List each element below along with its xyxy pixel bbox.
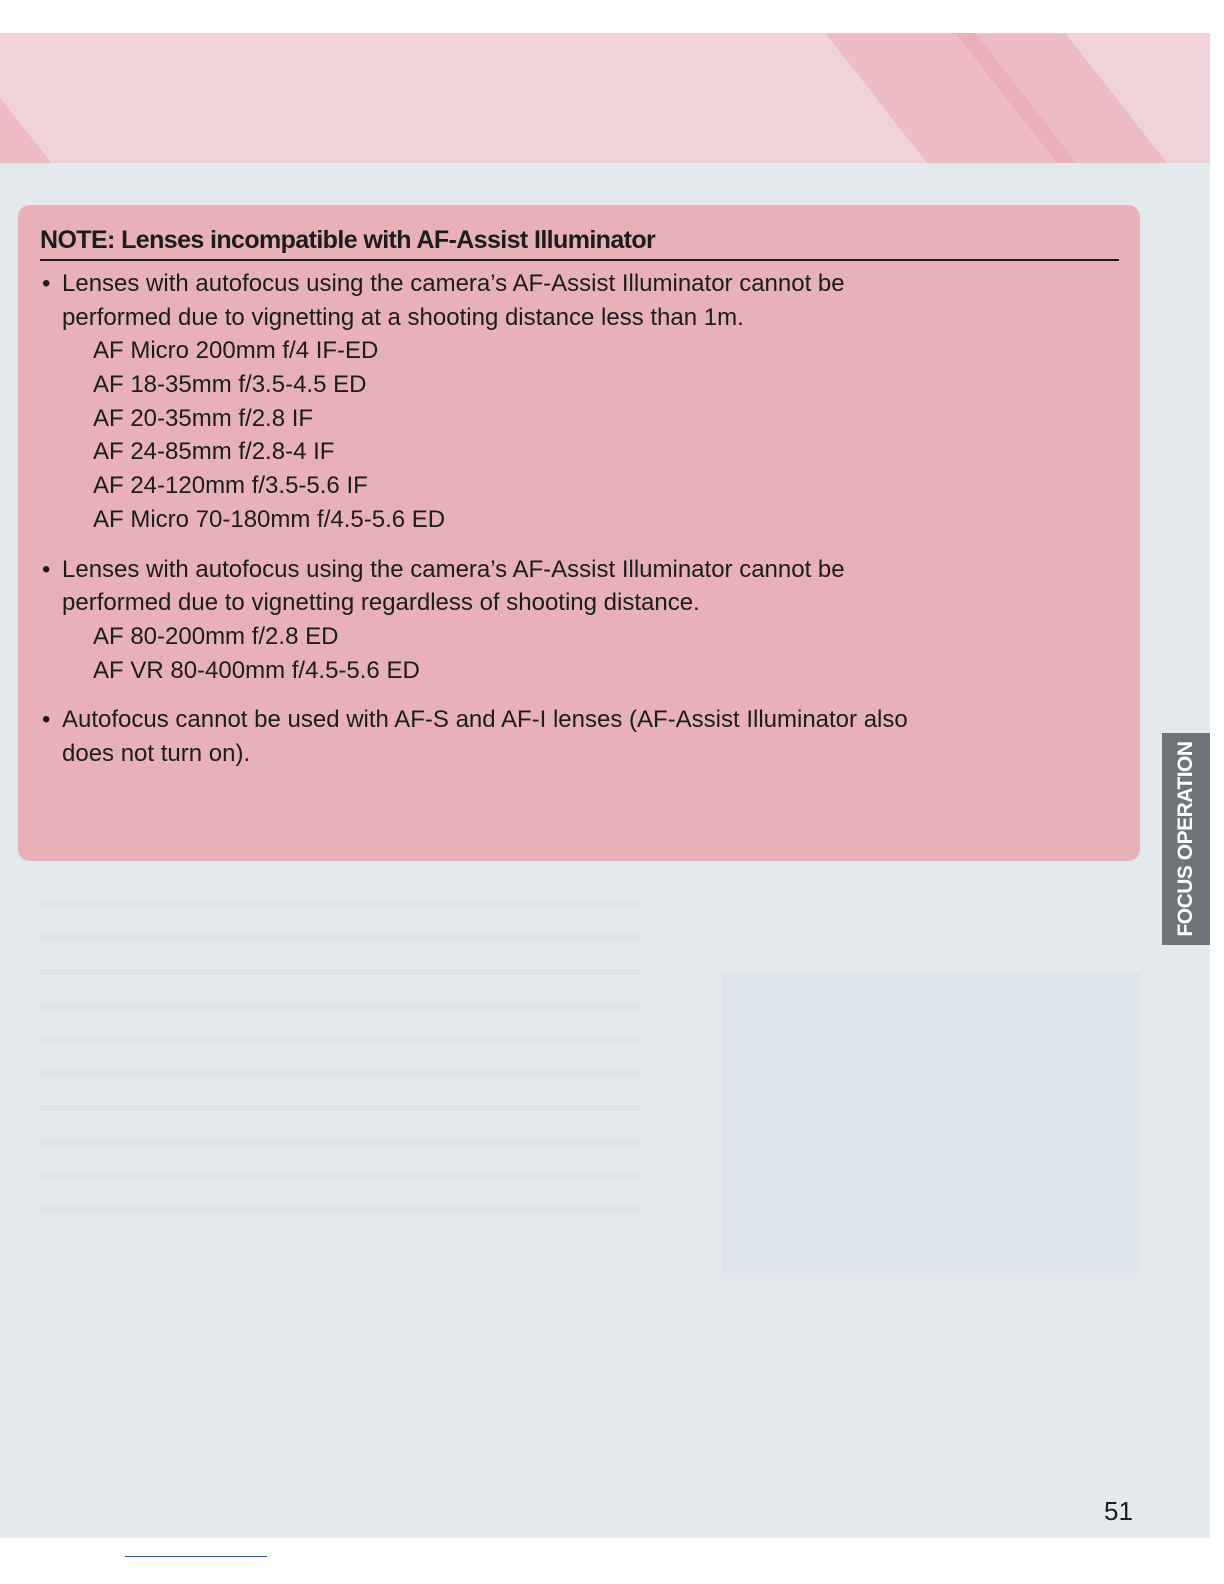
bleed-through-texture	[40, 873, 640, 1213]
lens-list-item: AF 24-120mm f/3.5-5.6 IF	[93, 472, 368, 500]
lens-list-item: AF 24-85mm f/2.8-4 IF	[93, 438, 335, 466]
note-bullet	[40, 553, 1118, 688]
bleed-through-panel	[722, 973, 1140, 1273]
lens-list-item: AF VR 80-400mm f/4.5-5.6 ED	[93, 656, 420, 684]
note-bullet	[40, 267, 1118, 537]
decorative-stripe	[0, 33, 122, 163]
bullet-text-line: performed due to vignetting regardless of shooting distance.	[62, 589, 700, 617]
lens-list-item: AF 80-200mm f/2.8 ED	[93, 622, 339, 650]
lens-list-item: AF 20-35mm f/2.8 IF	[93, 404, 314, 432]
note-box	[18, 205, 1140, 861]
page-number: 51	[1104, 1496, 1133, 1526]
section-side-tab	[1162, 733, 1210, 945]
bullet-icon: •	[42, 555, 51, 583]
section-tab-label: FOCUS OPERATION	[1174, 741, 1197, 937]
header-band	[0, 33, 1210, 163]
bullet-text-line: Lenses with autofocus using the camera’s AF-Assist Illuminator cannot be	[62, 270, 845, 297]
note-title: NOTE: Lenses incompatible with AF-Assist Illuminator	[40, 225, 1119, 261]
lens-list-item: AF 18-35mm f/3.5-4.5 ED	[93, 370, 367, 398]
note-bullet	[40, 703, 1118, 770]
bullet-text-line: Autofocus cannot be used with AF-S and AF-I lenses (AF-Assist Illuminator also	[62, 706, 908, 734]
bullet-icon: •	[42, 706, 51, 734]
bullet-text-line: does not turn on).	[62, 739, 251, 767]
lens-list-item: AF Micro 70-180mm f/4.5-5.6 ED	[93, 505, 446, 533]
bullet-text-line: performed due to vignetting at a shooting distance less than 1m.	[62, 303, 744, 331]
lens-list-item: AF Micro 200mm f/4 IF-ED	[93, 337, 379, 364]
bullet-icon: •	[42, 270, 51, 297]
bullet-text-line: Lenses with autofocus using the camera’s AF-Assist Illuminator cannot be	[62, 555, 845, 583]
bottom-rule	[125, 1556, 267, 1557]
